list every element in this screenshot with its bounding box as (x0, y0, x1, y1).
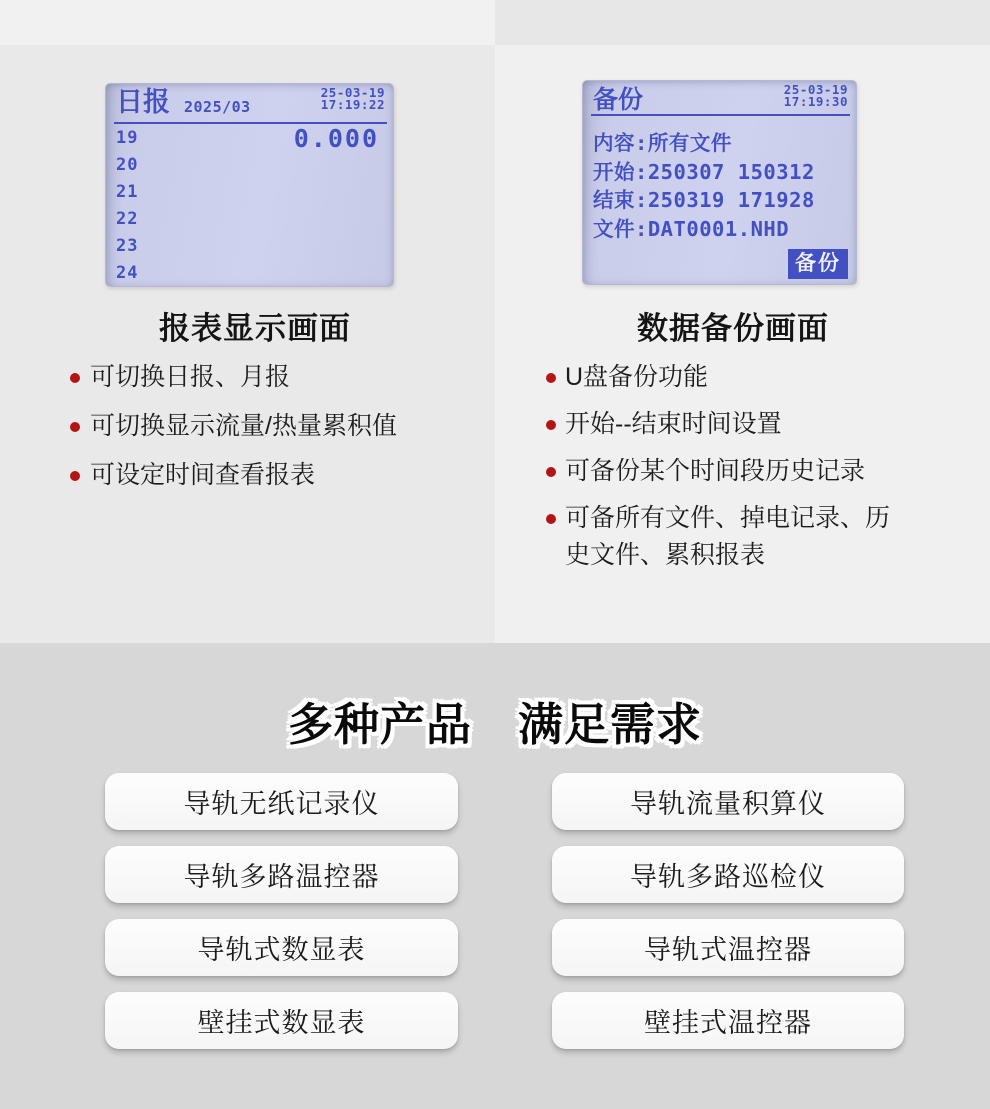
feature-text: 可设定时间查看报表 (90, 461, 316, 489)
lcd-backup-end-line: 结束:250319 171928 (593, 188, 815, 212)
lcd-backup-lines (593, 126, 848, 240)
feature-item (64, 359, 494, 396)
lcd-backup-content-line: 内容:所有文件 (593, 131, 732, 155)
report-feature-list (64, 359, 494, 506)
report-lcd-screen (105, 83, 394, 287)
product-button-rail-flow-totalizer[interactable]: 导轨流量积算仪 (552, 773, 904, 830)
lcd-row-label: 23 (116, 236, 139, 256)
product-button-rail-temp-controller[interactable]: 导轨式温控器 (552, 919, 904, 976)
feature-text: 可备所有文件、掉电记录、历史文件、累积报表 (565, 504, 891, 569)
lcd-row-label: 24 (116, 263, 139, 283)
lcd-backup-start-line: 开始:250307 150312 (593, 159, 815, 184)
backup-caption: 数据备份画面 (637, 311, 829, 346)
feature-text: 可切换显示流量/热量累积值 (90, 412, 397, 440)
feature-text: 可切换日报、月报 (90, 363, 291, 391)
bullet-dot-icon (546, 514, 556, 524)
background-top-left (0, 0, 495, 45)
lcd-row-label: 22 (116, 209, 139, 229)
lcd-report-row (116, 155, 381, 182)
lcd-report-title: 日报 (116, 87, 170, 118)
backup-lcd-screen (582, 80, 857, 285)
product-button-rail-multi-temp-controller[interactable]: 导轨多路温控器 (105, 846, 458, 903)
lcd-report-month: 2025/03 (184, 98, 251, 116)
feature-item (541, 406, 903, 443)
feature-text: 可备份某个时间段历史记录 (565, 457, 866, 485)
lcd-datetime (784, 84, 848, 107)
lcd-datetime (321, 87, 385, 110)
lcd-row-label: 19 (116, 128, 139, 148)
report-caption: 报表显示画面 (159, 311, 351, 346)
feature-item (541, 359, 903, 396)
feature-text: U盘备份功能 (565, 363, 709, 391)
lcd-backup-title: 备份 (593, 85, 644, 114)
product-button-rail-digital-meter[interactable]: 导轨式数显表 (105, 919, 458, 976)
lcd-report-rows (116, 124, 381, 290)
lcd-row-label: 21 (116, 182, 139, 202)
product-button-rail-patrol-instrument[interactable]: 导轨多路巡检仪 (552, 846, 904, 903)
lcd-report-row (116, 209, 381, 236)
feature-item (64, 408, 494, 445)
background-top-right (495, 0, 990, 45)
bullet-dot-icon (70, 422, 80, 432)
lcd-row-value: 0.000 (293, 124, 379, 153)
bullet-dot-icon (70, 471, 80, 481)
lcd-backup-file-line: 文件:DAT0001.NHD (593, 216, 790, 241)
product-button-wall-digital-meter[interactable]: 壁挂式数显表 (105, 992, 458, 1049)
bullet-dot-icon (70, 373, 80, 383)
lcd-time: 17:19:22 (320, 96, 385, 112)
lcd-header-divider (591, 114, 850, 116)
feature-text: 开始--结束时间设置 (565, 410, 782, 438)
product-button-rail-paperless-recorder[interactable]: 导轨无纸记录仪 (105, 773, 458, 830)
lcd-date: 25-03-19 (783, 82, 848, 97)
products-column-right (552, 773, 904, 1049)
bullet-dot-icon (546, 467, 556, 477)
lcd-time: 17:19:30 (783, 93, 848, 109)
bullet-dot-icon (546, 373, 556, 383)
products-column-left (105, 773, 458, 1049)
lcd-report-row (116, 182, 381, 209)
feature-item (541, 500, 903, 574)
product-button-wall-temp-controller[interactable]: 壁挂式温控器 (552, 992, 904, 1049)
bullet-dot-icon (546, 420, 556, 430)
lcd-report-row (116, 236, 381, 263)
products-heading: 多种产品 满足需求 (287, 699, 702, 750)
feature-item (64, 457, 494, 494)
lcd-date: 25-03-19 (320, 85, 385, 100)
backup-feature-list (541, 359, 903, 584)
feature-item (541, 453, 903, 490)
lcd-row-label: 20 (116, 155, 139, 175)
backup-badge: 备份 (788, 249, 848, 279)
lcd-report-row (116, 263, 381, 290)
lcd-report-row (116, 124, 381, 155)
